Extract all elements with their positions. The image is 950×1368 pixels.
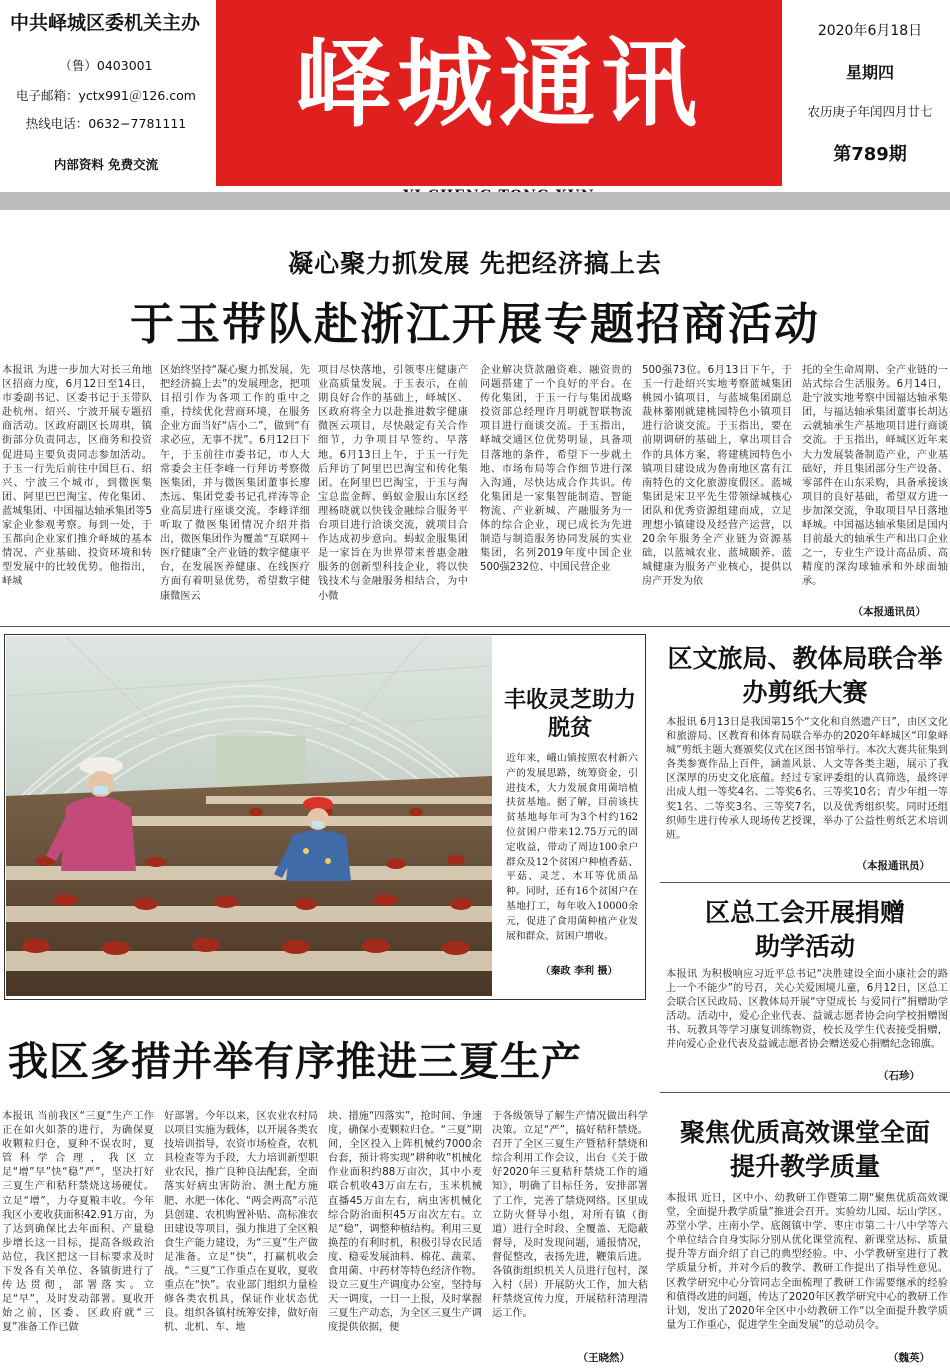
ganoderma-greenhouse-image — [6, 636, 492, 996]
issue-date: 2020年6月18日 — [817, 23, 923, 39]
summer-text-1: 本报讯 当前我区“三夏”生产工作正在如火如荼的进行，为确保夏收颗粒归仓，夏种不误农时，夏管科学合理，我区立足“增”早”快“稳”严”，坚决打好三夏生产和秸秆禁烧这场硬仗。立足“增”，力夺夏粮丰收。今年我区小麦收获面积42.91万亩，为了达到确保比去年面积、产量稳步增长这一目标，提高各级政治站位，我区把这一目标要求及时下发各有关单位、各镇街进行了传达贯彻，部署落实。立足“早”，及时发动部署。夏收开始之前，区委、区政府就“三夏”准备工作已做 — [2, 1111, 154, 1334]
weekday: 星期四 — [845, 63, 894, 82]
papercut-body — [666, 716, 948, 856]
right-rule-1 — [660, 882, 950, 883]
lead-text-2: 区始终坚持“凝心聚力抓发展，先把经济搞上去”的发展理念，把项目招引作为各项工作的重中之重，持续优化营商环境，在服务企业方面当好“店小二”，做到“有求必应，无事不扰”。6月12日下午，于玉前往市委书记，市人大常委会主任李峰一行拜访考察微医集团，并与微医集团董事长廖杰远、集团党委书记孔祥涛等企业高层进行座谈交流。李峰详细听取了微医集团情况介绍并指出，微医集团作为覆盖“互联网＋医疗健康”全产业链的数字健康平台，在发展医养健康、在线医疗方面有着明显优势，希望数字健康微医云 — [160, 365, 310, 602]
lead-column-1 — [2, 364, 152, 622]
masthead-divider — [0, 192, 950, 210]
lead-column-3 — [318, 364, 468, 622]
section-rule — [0, 626, 950, 627]
papercut-text: 本报讯 6月13日是我国第15个“文化和自然遗产日”，由区文化和旅游局、区教育和体育局联合举办的2020年峄城区“印象峄城”剪纸主题大赛颁奖仪式在区图书馆举行。本次大赛共征集到各类参赛作品上百件，涵盖风景、人文等各类主题，展示了我区深厚的历史文化底蕴。经过专家评委组的认真筛选，最终评出成人组一等奖4名、二等奖6名、三等奖10名；青少年组一等奖1名、二等奖3名、三等奖7名，以及优秀组织奖。同时还组织师生进行传承人现场传艺授课，举办了公益性剪纸艺术培训班。 — [666, 717, 948, 841]
lead-column-2 — [160, 364, 310, 622]
lead-headline: 于玉带队赴浙江开展专题招商活动 — [130, 299, 820, 350]
permit-number: （鲁）0403001 — [59, 58, 153, 73]
summer-column-3 — [328, 1110, 482, 1364]
teaching-body — [666, 1192, 948, 1348]
lead-text-5: 500强73位。6月13日下午，于玉一行赴绍兴实地考察蓝城集团桃园小镇项目，与蓝城集团副总裁林蓁刚就建桃园特色小镇项目进行洽谈交流。于玉指出，要在前期调研的基础上，拿出项目合作的具体方案，将建桃园特色小镇项目建设成为鲁南地区富有江南特色的文化旅游度假区。蓝城集团是宋卫平先生带领绿城核心团队和优秀资源组建而成，立足理想小镇建设及经营产运营，以20余年服务全产业链为资源基础，以蓝城农业、蓝城颐养、蓝城健康为服务产业核心，提供以房产开发为依 — [642, 365, 792, 588]
lead-text-3: 项目尽快落地，引领枣庄健康产业高质量发展。于玉表示，在前期良好合作的基础上，峄城区、区政府将全力以赴推进数字健康微医云项目，尽快敲定有关合作细节，力争项目早签约、早落地。6月13日上午，于玉一行先后拜访了阿里巴巴淘宝和传化集团。在阿里巴巴淘宝，于玉与淘宝总监金辉、蚂蚁金服山东区经理杨晓就以快钱金融综合服务平台项目进行洽谈交流，就项目合作达成初步意向。蚂蚁金服集团是一家旨在为世界带来普惠金融服务的创新型科技企业，将以快钱技术与金融服务相结合，为中小微 — [318, 365, 468, 602]
masthead-right — [790, 0, 950, 190]
lead-text-4: 企业解决贷款融资难、融资贵的问题搭建了一个良好的平台。在传化集团，于玉一行与集团战略投资部总经理许月明就智联物流项目进行商谈交流。于玉指出，峄城交通区位优势明显，具备项目落地的条件，希望下一步就土地、市场布局等合作细节进行深入沟通，尽快达成合作共识。传化集团是一家集智能制造、智能物流、产业新城、产融服务为一体的综合企业，现已成长为先进制造与制造服务协同发展的实业集团，名列2019年度中国企业500强232位、中国民营企业 — [480, 365, 632, 574]
summer-column-4 — [492, 1110, 648, 1350]
lunar-date: 农历庚子年闰四月廿七 — [807, 104, 933, 119]
papercut-signature: （本报通讯员） — [856, 860, 930, 872]
distribution-note: 内部资料 免费交流 — [53, 157, 159, 172]
summer-text-3: 块、措施“四落实”，抢时间、争速度，确保小麦颗粒归仓。“三夏”期间，全区投入上阵机械约7000余台套，预计将实现“耕种收”机械化作业面积约88万亩次，其中小麦联合机收43万亩左右，玉米机械直播45万亩左右，病虫害机械化综合防治面积45万亩次左右。立足“稳”，调整种植结构。利用三夏换茬的有利时机，积极引导农民适度、稳妥发展油料、棉花、蔬菜、食用菌、中药材等特色经济作物。设立三夏生产调度办公室，坚持每天一调度，一日一上报，及时掌握三夏生产动态，为全区三夏生产调度提供依据，便 — [328, 1111, 482, 1334]
summer-column-1 — [2, 1110, 154, 1364]
masthead-left — [0, 0, 212, 190]
newspaper-title: 峄城通讯 — [295, 27, 703, 140]
papercut-headline: 区文旅局、教体局联合举办剪纸大赛 — [667, 644, 943, 707]
lead-kicker: 凝心聚力抓发展 先把经济搞上去 — [288, 249, 662, 278]
teaching-signature: （魏英） — [888, 1352, 930, 1364]
right-rule-2 — [660, 1092, 950, 1093]
issue-number: 第789期 — [833, 144, 907, 165]
summer-text-2: 好部署。今年以来，区农业农村局以项目实施为载体，以开展各类农技培训指导，农资市场检查，农机具检查等为手段，大力培训新型职业农民，推广良种良法配套，全面落实好病虫害防治、测土配方施肥、水肥一体化、“两会两高”示范县创建、农机购置补贴、高标准农田建设等项目，强力推进了全区粮食生产能力建设，为“三夏”生产做足准备。立足“快”，打赢机收会战。“三夏”工作重点在夏收，夏收重点在“快”。农业部门组织力量检修各类农机具，保证作业状态优良。组织各镇村统筹安排，做好南机、北机、车、地 — [164, 1111, 318, 1334]
photo-credit: （秦政 李利 摄） — [540, 966, 618, 977]
lead-signature: （本报通讯员） — [852, 606, 926, 618]
hotline-line: 热线电话：0632−7781111 — [25, 116, 187, 131]
photo-story-caption: 近年来，峨山镇按照农村新六产的发展思路，统筹资金，引进技术，大力发展食用菌培植扶贫基地。据了解，目前该扶贫基地每年可为3个村约162位贫困户带来12.75万元的固定收益，带动了周边100余户群众及12个贫困户种植香菇、平菇、灵芝、木耳等优质品种。同时，还有16个贫困户在基地打工，每年收入10000余元，促进了食用菌种植产业发展和群众、贫困户增收。 — [506, 753, 638, 942]
lead-text-1: 本报讯 为进一步加大对长三角地区招商力度，6月12日至14日，市委副书记、区委书记于玉带队赴杭州、绍兴、宁波开展专题招商活动。区政府副区长周琪，镇街部分负责同志，区商务和投资促进局主要负责同志参加活动。于玉一行先后前往中国巨石、绍兴、宁波三个城市，到微医集团、阿里巴巴淘宝、传化集团、蓝城集团、中国福达轴承集团等5家企业参观考察。每到一处，于玉都向企业家们推介峄城的基本情况、产业基础、投资环境和转型发展中的比较优势。他指出，峄城 — [2, 365, 152, 588]
lead-column-6 — [802, 364, 948, 608]
lead-column-4 — [480, 364, 632, 622]
summer-column-2 — [164, 1110, 318, 1364]
summer-signature: （王晓然） — [577, 1352, 630, 1364]
greenhouse-photo — [6, 636, 492, 996]
union-signature: （石珍） — [878, 1070, 920, 1082]
email-line: 电子邮箱：yctx991＠126.com — [16, 88, 196, 103]
publisher-org: 中共峄城区委机关主办 — [10, 12, 201, 34]
lead-text-6: 托的全生命周期、全产业链的一站式综合生活服务。6月14日，赴宁波实地考察中国福达轴承集团，与福达轴承集团董事长胡达云就轴承生产基地项目进行商谈交流。于玉指出，峄城区近年来大力发展装备制造产业，产业基础好，并且集团部分生产设备、零部件在山东采购，具备承接该项目的良好基础，希望双方进一步加深交流，争取项目早日落地峄城。中国福达轴承集团是国内目前最大的轴承生产和出口企业之一，专业生产设计高品质、高精度的深沟球轴承和外球面轴承。 — [802, 365, 948, 588]
lead-column-5 — [642, 364, 792, 622]
union-headline: 区总工会开展捐赠助学活动 — [704, 898, 905, 961]
union-text: 本报讯 为积极响应习近平总书记“决胜建设全面小康社会的路上一个不能少”的号召，关心关爱困境儿童，6月12日，区总工会联合区民政局、区教体局开展“守望成长 与爱同行”捐赠助学活动。活动中，爱心企业代表、益诚志愿者协会向学校捐赠图书、玩教具等学习康复训练物资，校长及学生代表接受捐赠，并向爱心企业代表及益诚志愿者协会赠送爱心捐赠纪念锦旗。 — [666, 969, 948, 1051]
photo-story-title: 丰收灵芝助力脱贫 — [503, 687, 636, 741]
summer-headline: 我区多措并举有序推进三夏生产 — [8, 1039, 582, 1085]
teaching-text: 本报讯 近日，区中小、幼教研工作暨第二期“聚焦优质高效课堂，全面提升教学质量”推进会召开。实验幼儿园、坛山学区、苏堂小学、庄南小学、底阁镇中学、枣庄市第二十八中学等六个单位结合自身实际分别从优化课堂流程、新课堂达标、质量提升等方面介绍了自己的典型经验。中、小学教研室进行了教学质量分析，并对今后的教学、教研工作提出了指导性意见。区教学研究中心分管同志全面梳理了教研工作需要继承的经验和值得改进的问题，传达了2020年区教学研究中心的教研工作计划，发出了2020年全区中小幼教研工作“以全面提升教学质量为工作重心，促进学生全面发展”的总动员令。 — [666, 1193, 948, 1331]
summer-text-4: 于各级领导了解生产情况做出科学决策。立足“严”，搞好秸秆禁烧。召开了全区三夏生产暨秸秆禁烧和综合利用工作会议，出台《关于做好2020年三夏秸秆禁烧工作的通知》，明确了目标任务，安排部署了工作，完善了禁烧网络。区里成立防火督导小组，对所有镇（街道）进行全时段、全覆盖、无隐蔽督导，及时发现问题，通报情况，督促整改，表扬先进，鞭策后进。各镇街组织机关人员进行包村，深入村（居）开展防火工作，加大秸秆禁烧宣传力度，开展秸秆清理清运工作。 — [492, 1111, 648, 1320]
union-body — [666, 968, 948, 1068]
teaching-headline: 聚焦优质高效课堂全面提升教学质量 — [679, 1118, 930, 1181]
